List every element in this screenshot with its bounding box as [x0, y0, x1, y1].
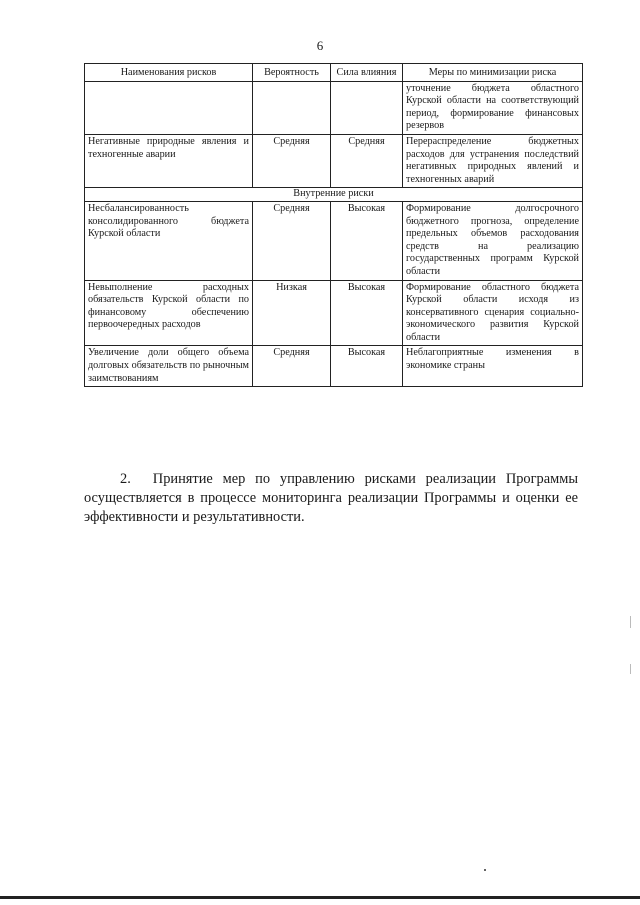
probability-cell: Средняя — [253, 346, 331, 387]
scan-bottom-edge — [0, 896, 640, 899]
risk-table — [84, 63, 583, 387]
measures-cell: Формирование областного бюджета Курской области исходя из консервативного сценария социально-экономического развития Курской области — [403, 280, 583, 346]
probability-cell: Средняя — [253, 201, 331, 280]
impact-cell: Высокая — [331, 201, 403, 280]
paragraph-number: 2. — [120, 471, 131, 488]
body-paragraph — [84, 470, 578, 527]
impact-cell: Высокая — [331, 280, 403, 346]
impact-cell — [331, 81, 403, 134]
section-title: Внутренние риски — [85, 188, 583, 202]
probability-cell: Средняя — [253, 134, 331, 187]
header-probability: Вероятность — [253, 64, 331, 82]
table-row — [85, 201, 583, 280]
measures-cell: уточнение бюджета областного Курской области на соответствующий период, формирование финансовых резервов — [403, 81, 583, 134]
measures-cell: Неблагоприятные изменения в экономике страны — [403, 346, 583, 387]
table-header-row — [85, 64, 583, 82]
table-row — [85, 346, 583, 387]
probability-cell — [253, 81, 331, 134]
measures-cell: Перераспределение бюджетных расходов для устранения последствий негативных природных явлений и техногенных аварий — [403, 134, 583, 187]
header-impact: Сила влияния — [331, 64, 403, 82]
risk-name-cell: Увеличение доли общего объема долговых обязательств по рыночным заимствованиям — [85, 346, 253, 387]
page-number: 6 — [316, 38, 324, 53]
section-row — [85, 188, 583, 202]
table-row — [85, 280, 583, 346]
risk-name-cell — [85, 81, 253, 134]
measures-cell: Формирование долгосрочного бюджетного прогноза, определение предельных объемов расходования средств на реализацию государственных программ Курской области — [403, 201, 583, 280]
paragraph-text: Принятие мер по управлению рисками реализации Программы осуществляется в процессе мониторинга реализации Программы и оценки ее эффективности и результативности. — [84, 471, 578, 526]
risk-name-cell: Невыполнение расходных обязательств Курской области по финансовому обеспечению первоочередных расходов — [85, 280, 253, 346]
impact-cell: Высокая — [331, 346, 403, 387]
scan-edge-mark — [630, 616, 631, 628]
risk-name-cell: Несбалансированность консолидированного бюджета Курской области — [85, 201, 253, 280]
scan-dot — [484, 869, 486, 871]
probability-cell: Низкая — [253, 280, 331, 346]
scan-edge-mark — [630, 664, 631, 674]
impact-cell: Средняя — [331, 134, 403, 187]
risk-name-cell: Негативные природные явления и техногенные аварии — [85, 134, 253, 187]
header-measures: Меры по минимизации риска — [403, 64, 583, 82]
table-row — [85, 134, 583, 187]
header-risk-name: Наименования рисков — [85, 64, 253, 82]
table-row — [85, 81, 583, 134]
